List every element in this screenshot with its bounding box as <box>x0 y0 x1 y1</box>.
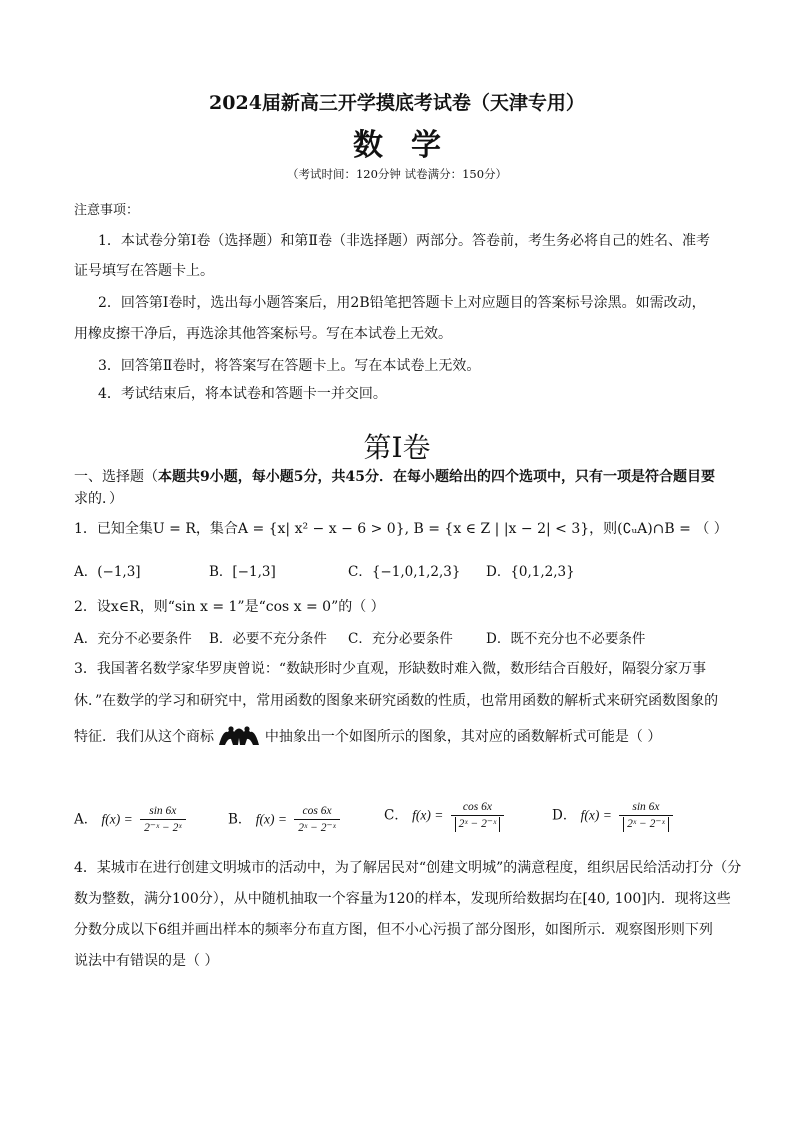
q3-option-a-numerator: sin 6x <box>140 804 186 820</box>
q3-line-3 <box>74 724 661 750</box>
q3-option-d-lhs: f(x) = <box>580 807 612 823</box>
q3-option-c <box>384 800 504 832</box>
q3-line-3-start: 特征．我们从这个商标 <box>74 729 214 745</box>
exam-title: 2024届新高三开学摸底考试卷（天津专用） <box>209 92 585 114</box>
q3-option-b-label: B． <box>228 811 252 828</box>
q2-option-c: C．充分必要条件 <box>348 631 453 647</box>
q3-option-c-fraction <box>451 800 505 832</box>
q3-option-d-denominator: 2ˣ − 2⁻ˣ <box>623 817 669 831</box>
q3-line-2: 休．”在数学的学习和研究中，常用函数的图象来研究函数的性质，也常用函数的解析式来研究函数图象的 <box>74 693 719 709</box>
notice-item-1-line-2: 证号填写在答题卡上。 <box>74 263 214 279</box>
q3-option-d-denominator-wrap <box>619 816 673 831</box>
q4-line-1: 4．某城市在进行创建文明城市的活动中，为了解居民对“创建文明城”的满意程度，组织居民给活动打分（分 <box>74 860 742 876</box>
q2-option-a: A．充分不必要条件 <box>74 631 192 647</box>
q3-option-c-lhs: f(x) = <box>412 807 444 823</box>
q3-option-a-fraction <box>140 804 186 836</box>
q1-stem: 1．已知全集U = R，集合A = {x| x² − x − 6 > 0}, B = {x ∈ Z | |x − 2| < 3}，则(∁ᵤA)∩B = （ ） <box>74 521 728 537</box>
q3-option-c-numerator: cos 6x <box>451 800 505 816</box>
q2-option-d: D．既不充分也不必要条件 <box>486 631 646 647</box>
exam-meta: （考试时间：120分钟 试卷满分：150分） <box>286 167 508 181</box>
q3-option-b-numerator: cos 6x <box>294 804 340 820</box>
kappa-logo-icon <box>218 724 260 750</box>
section-intro-lead: 一、选择题（ <box>74 469 158 485</box>
notice-item-4: 4．考试结束后，将本试卷和答题卡一并交回。 <box>98 386 387 402</box>
section-intro-line-2: 求的．） <box>74 491 123 507</box>
q3-option-a <box>74 804 186 836</box>
q4-line-4: 说法中有错误的是（ ） <box>74 953 219 969</box>
section-title: 第Ⅰ卷 <box>363 431 431 464</box>
section-intro-bold-1: 本题共9小题，每小题5分，共45分．在每小题给出的 <box>158 469 491 485</box>
q2-stem: 2．设x∈R，则“sin x = 1”是“cos x = 0”的（ ） <box>74 599 385 615</box>
q1-option-c: C．{−1,0,1,2,3} <box>348 564 461 580</box>
q4-line-3: 分数分成以下6组并画出样本的频率分布直方图，但不小心污损了部分图形，如图所示．观察图形则下列 <box>74 922 713 938</box>
q3-option-b <box>228 804 340 836</box>
q3-option-c-denominator: 2ˣ − 2⁻ˣ <box>455 817 501 831</box>
notice-item-3: 3．回答第Ⅱ卷时，将答案写在答题卡上。写在本试卷上无效。 <box>98 358 481 374</box>
q3-line-3-end: 中抽象出一个如图所示的图象，其对应的函数解析式可能是（ ） <box>264 729 662 745</box>
section-intro-bold-3: ，只有一项是符合题目要 <box>560 469 715 485</box>
section-intro-bold-2: 四个选项中 <box>490 469 561 485</box>
q3-option-a-label: A． <box>74 811 98 828</box>
q1-option-a: A．(−1,3] <box>74 564 141 580</box>
q1-option-d: D．{0,1,2,3} <box>486 564 575 580</box>
q3-option-c-label: C． <box>384 807 408 824</box>
q3-option-c-denominator-wrap <box>451 816 505 831</box>
notice-item-1-line-1: 1．本试卷分第Ⅰ卷（选择题）和第Ⅱ卷（非选择题）两部分。答卷前，考生务必将自己的姓名、准考 <box>98 233 710 249</box>
q3-option-a-lhs: f(x) = <box>101 811 133 827</box>
q3-option-d-numerator: sin 6x <box>619 800 673 816</box>
q4-line-2: 数为整数，满分100分），从中随机抽取一个容量为120的样本，发现所给数据均在[40, 100]内．现将这些 <box>74 891 731 907</box>
section-intro-line-1 <box>74 466 715 486</box>
exam-subject: 数学 <box>353 128 469 163</box>
q3-option-d-label: D． <box>552 807 577 824</box>
notice-item-2-line-2: 用橡皮擦干净后，再选涂其他答案标号。写在本试卷上无效。 <box>74 326 452 342</box>
q3-option-d-fraction <box>619 800 673 832</box>
q1-option-b: B．[−1,3] <box>209 564 276 580</box>
q3-option-b-fraction <box>294 804 340 836</box>
q3-line-1: 3．我国著名数学家华罗庚曾说：“数缺形时少直观，形缺数时难入微，数形结合百般好，隔裂分家万事 <box>74 661 707 677</box>
q3-option-b-denominator: 2ˣ − 2⁻ˣ <box>298 822 336 835</box>
notice-item-2-line-1: 2．回答第Ⅰ卷时，选出每小题答案后，用2B铅笔把答题卡上对应题目的答案标号涂黑。如需改动， <box>98 295 706 311</box>
q2-option-b: B．必要不充分条件 <box>209 631 327 647</box>
q3-option-d <box>552 800 673 832</box>
notice-heading: 注意事项： <box>74 203 140 218</box>
q3-option-b-lhs: f(x) = <box>255 811 287 827</box>
q3-option-a-denominator: 2⁻ˣ − 2ˣ <box>144 822 182 835</box>
